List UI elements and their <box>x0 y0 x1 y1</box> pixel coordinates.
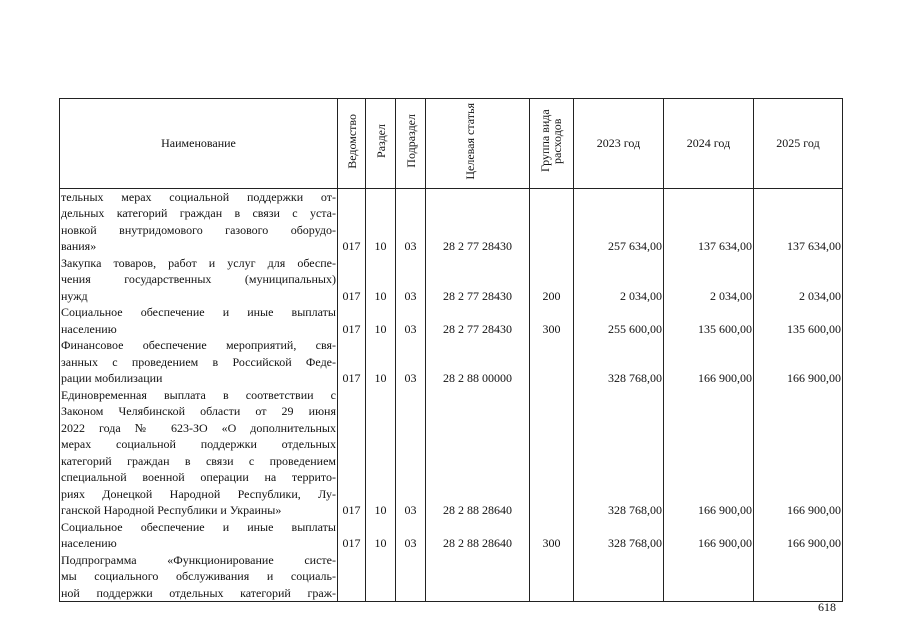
table-row <box>60 519 843 552</box>
cell-name <box>60 188 338 255</box>
cell-2023: 328 768,00 <box>574 387 664 519</box>
header-name: Наименование <box>60 99 338 189</box>
cell-dept <box>338 552 366 602</box>
name-line: населению <box>61 321 117 336</box>
cell-subsection <box>396 552 426 602</box>
name-line: мерах социальной поддержки отдельных <box>61 437 336 451</box>
cell-name <box>60 552 338 602</box>
cell-2023: 328 768,00 <box>574 519 664 552</box>
header-2023: 2023 год <box>574 99 664 189</box>
cell-2025: 2 034,00 <box>754 255 843 305</box>
cell-subsection: 03 <box>396 255 426 305</box>
header-section: Раздел <box>373 124 388 158</box>
cell-2025: 166 900,00 <box>754 387 843 519</box>
cell-subsection: 03 <box>396 387 426 519</box>
cell-2024: 2 034,00 <box>664 255 754 305</box>
name-line: ганской Народной Республики и Украины» <box>61 503 282 517</box>
name-line: ной поддержки отдельных категорий граж- <box>61 585 336 600</box>
name-line: Подпрограмма «Функционирование систе- <box>61 552 336 567</box>
cell-2025 <box>754 552 843 602</box>
table-row <box>60 337 843 387</box>
cell-group: 300 <box>530 304 574 337</box>
name-line: Социальное обеспечение и иные выплаты <box>61 305 336 319</box>
cell-dept: 017 <box>338 188 366 255</box>
cell-section <box>366 552 396 602</box>
name-line: Социальное обеспечение и иные выплаты <box>61 519 336 534</box>
header-target: Целевая статья <box>462 102 477 180</box>
name-line: тельных мерах социальной поддержки от- <box>61 189 336 204</box>
table-row <box>60 387 843 519</box>
cell-dept: 017 <box>338 255 366 305</box>
cell-2023: 257 634,00 <box>574 188 664 255</box>
cell-dept: 017 <box>338 337 366 387</box>
header-subsection: Подраздел <box>403 114 418 168</box>
cell-2024: 166 900,00 <box>664 337 754 387</box>
cell-2025: 166 900,00 <box>754 337 843 387</box>
cell-subsection: 03 <box>396 519 426 552</box>
header-dept: Ведомство <box>344 113 359 169</box>
cell-section: 10 <box>366 337 396 387</box>
cell-section: 10 <box>366 255 396 305</box>
name-line: Финансовое обеспечение мероприятий, свя- <box>61 338 336 352</box>
cell-2023 <box>574 552 664 602</box>
name-line: занных с проведением в Российской Феде- <box>61 354 336 369</box>
header-group: Группа вида расходов <box>537 109 564 173</box>
table-row <box>60 188 843 255</box>
name-line: Единовременная выплата в соответствии с <box>61 387 336 402</box>
cell-2023: 255 600,00 <box>574 304 664 337</box>
cell-subsection: 03 <box>396 188 426 255</box>
name-line: риях Донецкой Народной Республики, Лу- <box>61 486 336 501</box>
cell-subsection: 03 <box>396 304 426 337</box>
name-line: чения государственных (муниципальных) <box>61 272 336 286</box>
cell-section: 10 <box>366 188 396 255</box>
cell-target: 28 2 77 28430 <box>426 304 530 337</box>
name-line: вания» <box>61 239 97 253</box>
cell-name <box>60 387 338 519</box>
cell-group: 200 <box>530 255 574 305</box>
table-body <box>60 188 843 602</box>
cell-group <box>530 188 574 255</box>
name-line: новкой внутридомового газового оборудо- <box>61 222 336 237</box>
name-line: специальной военной операции на террито- <box>61 470 336 484</box>
page-number: 618 <box>818 600 836 614</box>
cell-dept: 017 <box>338 304 366 337</box>
cell-target <box>426 552 530 602</box>
cell-2023: 2 034,00 <box>574 255 664 305</box>
cell-target: 28 2 88 28640 <box>426 519 530 552</box>
cell-section: 10 <box>366 304 396 337</box>
cell-dept: 017 <box>338 387 366 519</box>
cell-name <box>60 304 338 337</box>
cell-target: 28 2 88 00000 <box>426 337 530 387</box>
name-line: рации мобилизации <box>61 371 163 385</box>
name-line: мы социального обслуживания и социаль- <box>61 569 336 583</box>
cell-group: 300 <box>530 519 574 552</box>
name-line: нужд <box>61 288 88 303</box>
cell-target: 28 2 88 28640 <box>426 387 530 519</box>
cell-dept: 017 <box>338 519 366 552</box>
header-2024: 2024 год <box>664 99 754 189</box>
cell-2023: 328 768,00 <box>574 337 664 387</box>
table-row <box>60 552 843 602</box>
cell-section: 10 <box>366 387 396 519</box>
cell-2024: 166 900,00 <box>664 519 754 552</box>
name-line: Закупка товаров, работ и услуг для обеспе- <box>61 255 336 270</box>
header-row <box>60 99 843 189</box>
cell-group <box>530 552 574 602</box>
cell-2025: 166 900,00 <box>754 519 843 552</box>
cell-name <box>60 519 338 552</box>
cell-group <box>530 337 574 387</box>
cell-subsection: 03 <box>396 337 426 387</box>
table-row <box>60 304 843 337</box>
cell-2024: 137 634,00 <box>664 188 754 255</box>
cell-2024 <box>664 552 754 602</box>
cell-2025: 137 634,00 <box>754 188 843 255</box>
cell-target: 28 2 77 28430 <box>426 255 530 305</box>
cell-group <box>530 387 574 519</box>
cell-section: 10 <box>366 519 396 552</box>
name-line: дельных категорий граждан в связи с уста- <box>61 206 336 220</box>
name-line: Законом Челябинской области от 29 июня <box>61 404 336 418</box>
name-line: 2022 года № 623-ЗО «О дополнительных <box>61 420 336 435</box>
table-row <box>60 255 843 305</box>
cell-2025: 135 600,00 <box>754 304 843 337</box>
cell-2024: 166 900,00 <box>664 387 754 519</box>
cell-name <box>60 255 338 305</box>
cell-target: 28 2 77 28430 <box>426 188 530 255</box>
cell-name <box>60 337 338 387</box>
cell-2024: 135 600,00 <box>664 304 754 337</box>
name-line: населению <box>61 536 117 550</box>
header-2025: 2025 год <box>754 99 843 189</box>
budget-table <box>59 98 843 602</box>
name-line: категорий граждан в связи с проведением <box>61 453 336 468</box>
